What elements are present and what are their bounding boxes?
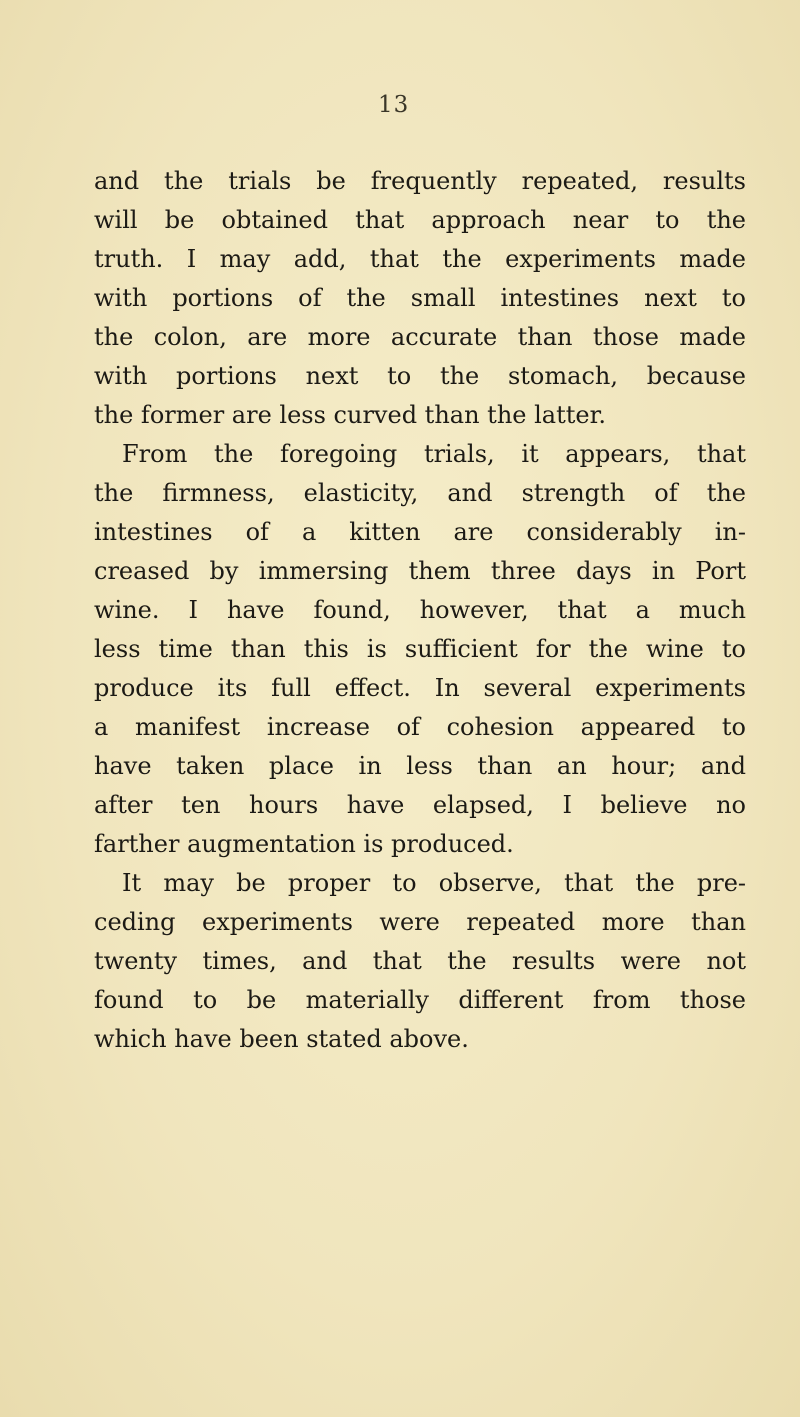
text-line: and the trials be frequently repeated, results <box>94 167 746 195</box>
text-line: creased by immersing them three days in Port <box>94 557 746 585</box>
text-line: twenty times, and that the results were not <box>94 947 746 975</box>
body-text <box>94 162 746 1059</box>
text-line: which have been stated above. <box>94 1025 469 1053</box>
text-line: the former are less curved than the latter. <box>94 401 607 429</box>
text-line: intestines of a kitten are considerably in- <box>94 518 746 546</box>
text-line: produce its full effect. In several experiments <box>94 674 746 702</box>
text-line: a manifest increase of cohesion appeared to <box>94 713 746 741</box>
text-line: the colon, are more accurate than those made <box>94 323 746 351</box>
text-line: found to be materially different from those <box>94 986 746 1014</box>
text-line: with portions next to the stomach, because <box>94 362 746 390</box>
text-line: wine. I have found, however, that a much <box>94 596 746 624</box>
text-line: have taken place in less than an hour; and <box>94 752 746 780</box>
text-line: with portions of the small intestines next to <box>94 284 746 312</box>
paragraph-start-line: From the foregoing trials, it appears, that <box>122 440 746 468</box>
paragraph-start-line: It may be proper to observe, that the pre- <box>122 869 746 897</box>
page-number: 13 <box>378 92 410 118</box>
text-line: less time than this is sufficient for the wine to <box>94 635 746 663</box>
text-line: after ten hours have elapsed, I believe no <box>94 791 746 819</box>
text-line: will be obtained that approach near to the <box>94 206 746 234</box>
text-line: ceding experiments were repeated more than <box>94 908 746 936</box>
text-line: truth. I may add, that the experiments made <box>94 245 746 273</box>
text-line: farther augmentation is produced. <box>94 830 514 858</box>
text-line: the firmness, elasticity, and strength of the <box>94 479 746 507</box>
